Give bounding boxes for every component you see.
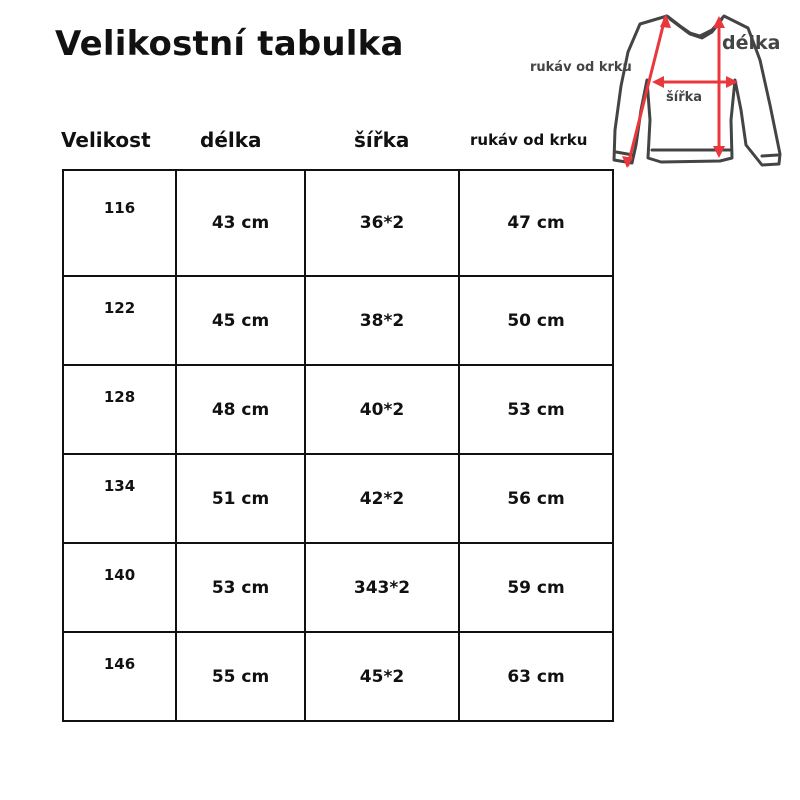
column-header-width: šířka (354, 128, 410, 152)
page-title: Velikostní tabulka (55, 24, 404, 64)
table-row (63, 170, 613, 276)
size-cell: 122 (63, 276, 176, 365)
table-row (63, 276, 613, 365)
width-cell: 343*2 (305, 543, 459, 632)
sleeve-cell: 56 cm (459, 454, 613, 543)
table-row (63, 454, 613, 543)
column-header-size: Velikost (61, 128, 151, 152)
sleeve-cell: 53 cm (459, 365, 613, 454)
length-cell: 48 cm (176, 365, 305, 454)
size-cell: 140 (63, 543, 176, 632)
column-header-sleeve: rukáv od krku (470, 131, 588, 149)
sleeve-cell: 59 cm (459, 543, 613, 632)
width-cell: 45*2 (305, 632, 459, 721)
sleeve-cell: 47 cm (459, 170, 613, 276)
length-cell: 51 cm (176, 454, 305, 543)
diagram-width-label: šířka (666, 90, 703, 105)
width-cell: 42*2 (305, 454, 459, 543)
size-cell: 128 (63, 365, 176, 454)
width-cell: 38*2 (305, 276, 459, 365)
length-cell: 55 cm (176, 632, 305, 721)
size-cell: 146 (63, 632, 176, 721)
table-row (63, 632, 613, 721)
size-cell: 116 (63, 170, 176, 276)
width-cell: 40*2 (305, 365, 459, 454)
column-header-length: délka (200, 128, 262, 152)
length-cell: 45 cm (176, 276, 305, 365)
size-table (62, 169, 614, 722)
length-cell: 43 cm (176, 170, 305, 276)
diagram-length-label: délka (722, 32, 781, 54)
size-cell: 134 (63, 454, 176, 543)
table-row (63, 543, 613, 632)
sleeve-cell: 63 cm (459, 632, 613, 721)
length-cell: 53 cm (176, 543, 305, 632)
width-cell: 36*2 (305, 170, 459, 276)
table-row (63, 365, 613, 454)
diagram-sleeve-label: rukáv od krku (530, 60, 632, 75)
sleeve-cell: 50 cm (459, 276, 613, 365)
